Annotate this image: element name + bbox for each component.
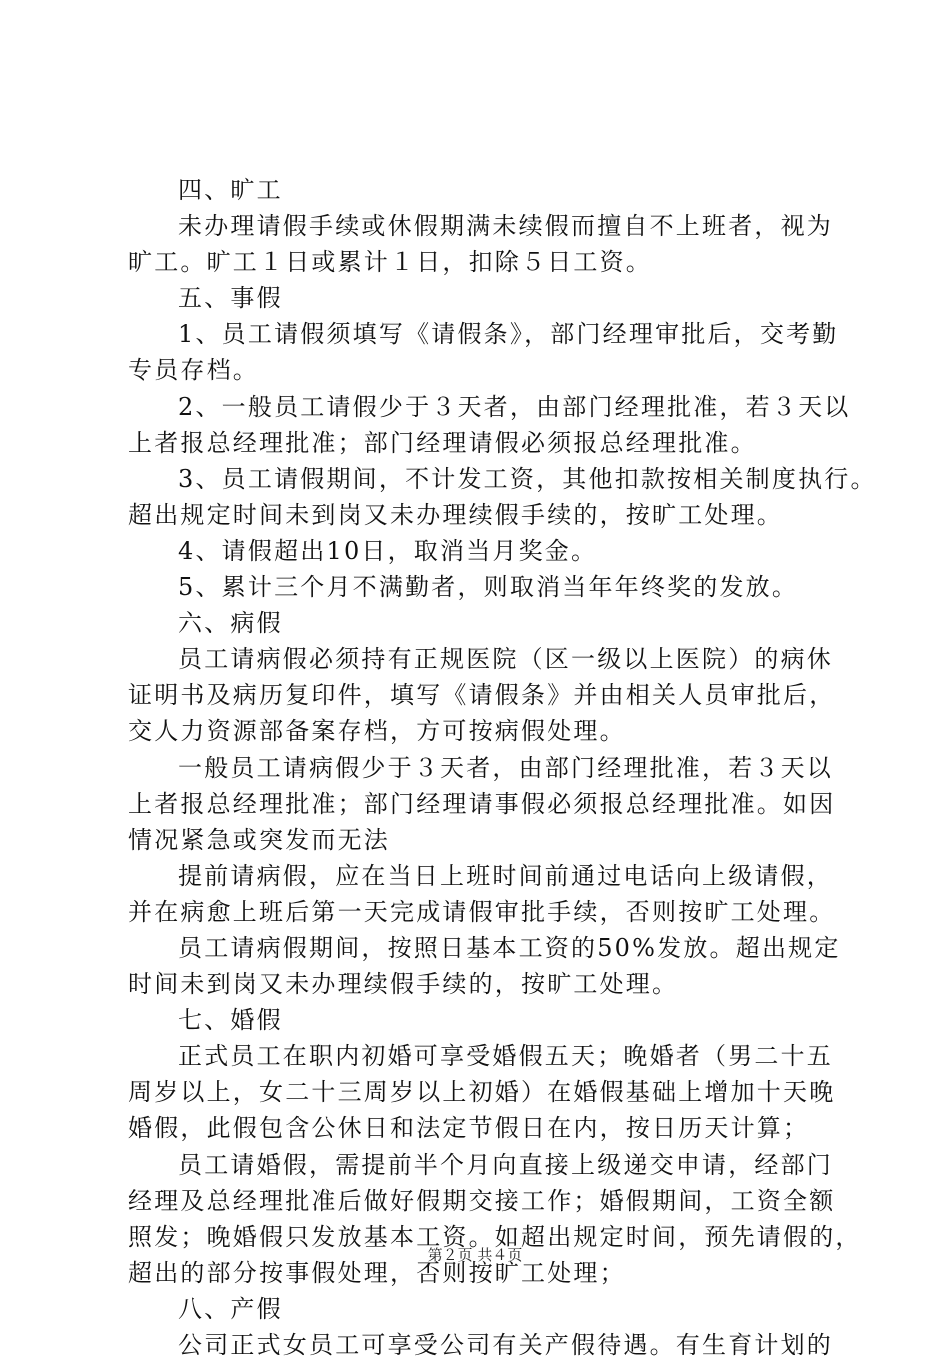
text-line: 员工请病假必须持有正规医院（区一级以上医院）的病休 xyxy=(178,645,833,674)
text-line: 一般员工请病假少于３天者，由部门经理批准，若３天以 xyxy=(178,753,833,782)
document-body xyxy=(128,172,877,1363)
text-line: 周岁以上，女二十三周岁以上初婚）在婚假基础上增加十天晚 xyxy=(128,1078,836,1107)
text-line: 上者报总经理批准；部门经理请事假必须报总经理批准。如因 xyxy=(128,789,836,818)
text-line: 专员存档。 xyxy=(128,356,259,385)
text-line: 时间未到岗又未办理续假手续的，按旷工处理。 xyxy=(128,970,679,999)
text-line: 5、累计三个月不满勤者，则取消当年年终奖的发放。 xyxy=(178,573,799,602)
text-line: 经理及总经理批准后做好假期交接工作；婚假期间，工资全额 xyxy=(128,1186,836,1215)
text-line: 提前请病假，应在当日上班时间前通过电话向上级请假， xyxy=(178,861,833,890)
text-line: 照发；晚婚假只发放基本工资。如超出规定时间，预先请假的， xyxy=(128,1222,862,1251)
text-line: 1、员工请假须填写《请假条》，部门经理审批后，交考勤 xyxy=(178,320,839,349)
text-line: 超出规定时间未到岗又未办理续假手续的，按旷工处理。 xyxy=(128,500,783,529)
text-line: 员工请病假期间，按照日基本工资的50%发放。超出规定 xyxy=(178,933,841,962)
text-line: 旷工。旷工１日或累计１日，扣除５日工资。 xyxy=(128,248,652,277)
text-line: 四、旷工 xyxy=(178,176,283,204)
text-line: 情况紧急或突发而无法 xyxy=(128,825,390,854)
text-line: 未办理请假手续或休假期满未续假而擅自不上班者，视为 xyxy=(178,212,833,241)
text-line: 七、婚假 xyxy=(178,1006,283,1035)
text-line: 证明书及病历复印件，填写《请假条》并由相关人员审批后， xyxy=(128,681,836,710)
text-line: 4、请假超出10日，取消当月奖金。 xyxy=(178,536,598,565)
text-line: 员工请婚假，需提前半个月向直接上级递交申请，经部门 xyxy=(178,1150,833,1179)
text-line: 3、员工请假期间，不计发工资，其他扣款按相关制度执行。 xyxy=(178,464,877,493)
text-line: 交人力资源部备案存档，方可按病假处理。 xyxy=(128,717,626,746)
text-line: 五、事假 xyxy=(178,284,283,313)
text-line: 上者报总经理批准；部门经理请假必须报总经理批准。 xyxy=(128,428,757,457)
page-footer: 第２页 共４页 xyxy=(427,1246,523,1264)
text-line: 超出的部分按事假处理，否则按旷工处理； xyxy=(128,1258,626,1287)
text-line: 正式员工在职内初婚可享受婚假五天；晚婚者（男二十五 xyxy=(178,1042,833,1071)
text-line: 2、一般员工请假少于３天者，由部门经理批准，若３天以 xyxy=(178,392,851,421)
text-line: 婚假，此假包含公休日和法定节假日在内，按日历天计算； xyxy=(128,1114,810,1143)
text-line: 并在病愈上班后第一天完成请假审批手续，否则按旷工处理。 xyxy=(128,897,836,926)
text-line: 八、产假 xyxy=(178,1294,283,1323)
text-line: 六、病假 xyxy=(178,609,283,638)
text-line: 公司正式女员工可享受公司有关产假待遇。有生育计划的 xyxy=(178,1331,833,1359)
